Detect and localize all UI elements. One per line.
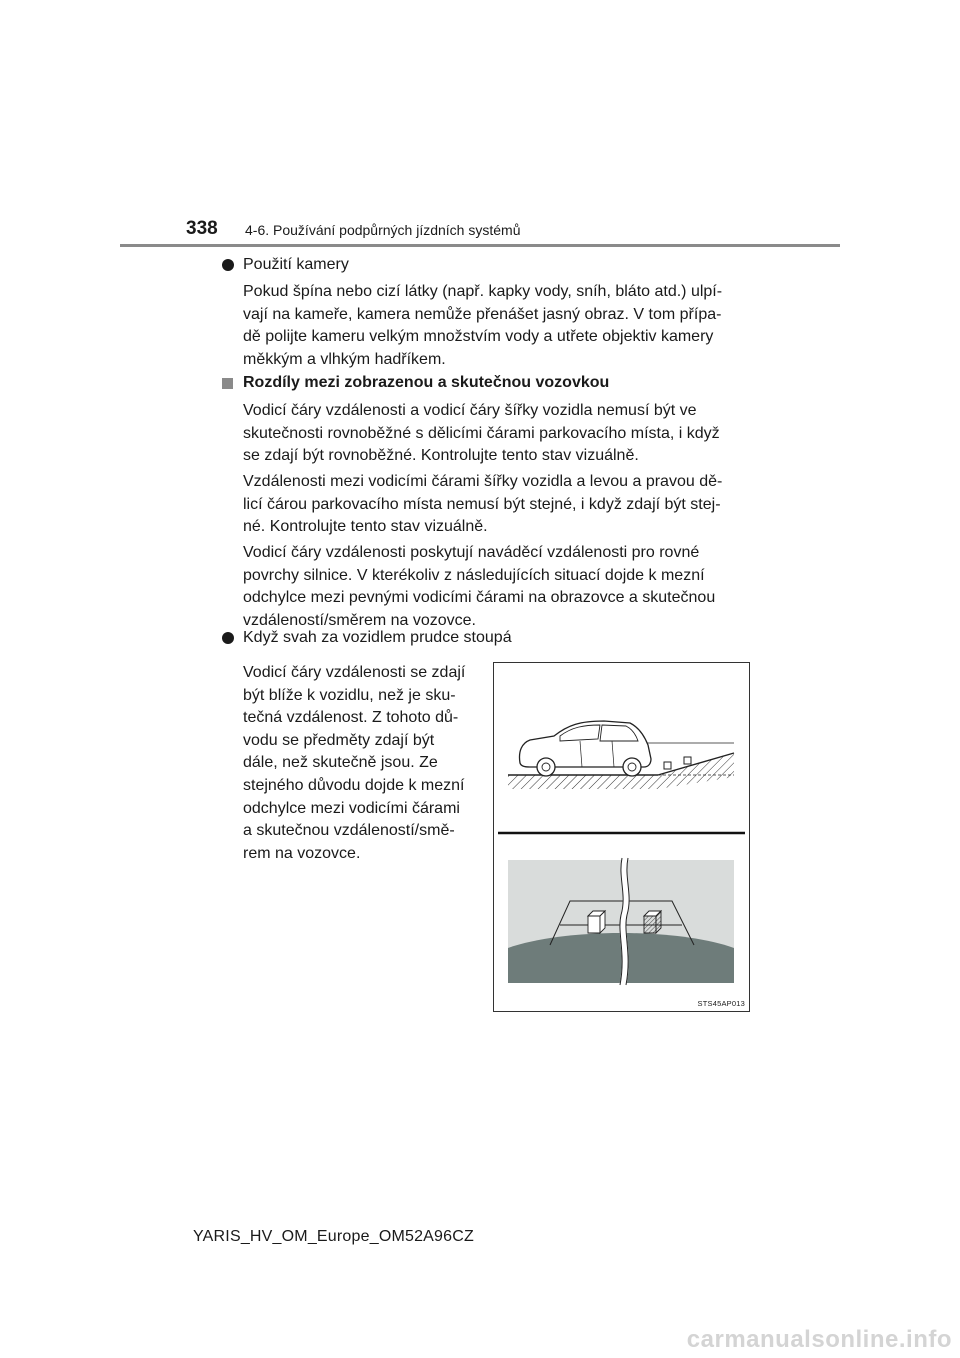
slope-illustration bbox=[493, 662, 750, 1012]
text-line: dále, než skutečně jsou. Ze bbox=[243, 754, 438, 772]
text-line: Vodicí čáry vzdálenosti poskytují naváděcí vzdálenosti pro rovné bbox=[243, 544, 700, 561]
square-bullet-icon bbox=[222, 378, 233, 389]
text-line: Vzdálenosti mezi vodicími čárami šířky vozidla a levou a pravou dě- bbox=[243, 473, 723, 490]
bullet-icon bbox=[222, 632, 234, 644]
text-line: vodu se předměty zdají být bbox=[243, 731, 435, 749]
text-line: měkkým a vlhkým hadříkem. bbox=[243, 350, 446, 368]
bullet-icon bbox=[222, 259, 234, 271]
text-line: skutečnosti rovnoběžné s dělicími čárami parkovacího místa, i když bbox=[243, 424, 720, 442]
text-line: dě polijte kameru velkým množstvím vody a utřete objektiv kamery bbox=[243, 328, 714, 346]
text-line: Vodicí čáry vzdálenosti a vodicí čáry šířky vozidla nemusí být ve bbox=[243, 402, 697, 419]
text-line: povrchy silnice. V kterékoliv z následujících situací dojde k mezní bbox=[243, 566, 705, 584]
text-line: tečná vzdálenost. Z tohoto dů- bbox=[243, 709, 459, 727]
paragraph-differences-2 bbox=[243, 471, 745, 539]
header-rule bbox=[120, 244, 840, 247]
footer-doc-id: YARIS_HV_OM_Europe_OM52A96CZ bbox=[193, 1228, 474, 1245]
watermark[interactable]: carmanualsonline.info bbox=[686, 1326, 952, 1353]
text-line: stejného důvodu dojde k mezní bbox=[243, 776, 465, 794]
paragraph-slope bbox=[243, 662, 477, 865]
figure-code: STS45AP013 bbox=[697, 999, 745, 1008]
paragraph-camera-use bbox=[243, 281, 745, 371]
text-line: odchylce mezi vodicími čárami bbox=[243, 799, 460, 817]
text-line: se zdají být rovnoběžné. Kontrolujte tento stav vizuálně. bbox=[243, 447, 639, 465]
page-number: 338 bbox=[186, 218, 218, 239]
camera-screen-view bbox=[508, 858, 734, 985]
car-side-view bbox=[508, 721, 734, 789]
text-line: rem na vozovce. bbox=[243, 844, 361, 862]
paragraph-differences-3 bbox=[243, 542, 745, 632]
text-line: odchylce mezi pevnými vodicími čárami na obrazovce a skutečnou bbox=[243, 589, 716, 607]
text-line: vají na kameře, kamera nemůže přenášet jasný obraz. V tom přípa- bbox=[243, 305, 722, 323]
heading-camera-use: Použití kamery bbox=[243, 256, 349, 273]
bullet-heading-slope bbox=[222, 629, 512, 647]
near-block bbox=[588, 911, 605, 933]
section-heading-differences bbox=[222, 374, 609, 392]
heading-differences: Rozdíly mezi zobrazenou a skutečnou vozovkou bbox=[243, 374, 610, 391]
heading-slope: Když svah za vozidlem prudce stoupá bbox=[243, 629, 512, 646]
text-line: né. Kontrolujte tento stav vizuálně. bbox=[243, 518, 488, 536]
paragraph-differences-1 bbox=[243, 400, 745, 468]
text-line: vzdáleností/směrem na vozovce. bbox=[243, 611, 476, 629]
text-line: Vodicí čáry vzdálenosti se zdají bbox=[243, 664, 466, 681]
bullet-heading-camera bbox=[222, 256, 349, 274]
illustration-svg bbox=[494, 663, 749, 1011]
text-line: licí čárou parkovacího místa nemusí být stejné, i když zdají být stej- bbox=[243, 495, 721, 513]
text-line: být blíže k vozidlu, než je sku- bbox=[243, 686, 456, 704]
text-line: Pokud špína nebo cizí látky (např. kapky vody, sníh, bláto atd.) ulpí- bbox=[243, 283, 723, 300]
far-block bbox=[644, 911, 661, 933]
running-head: 4-6. Používání podpůrných jízdních systémů bbox=[245, 222, 521, 238]
text-line: a skutečnou vzdáleností/smě- bbox=[243, 822, 455, 840]
